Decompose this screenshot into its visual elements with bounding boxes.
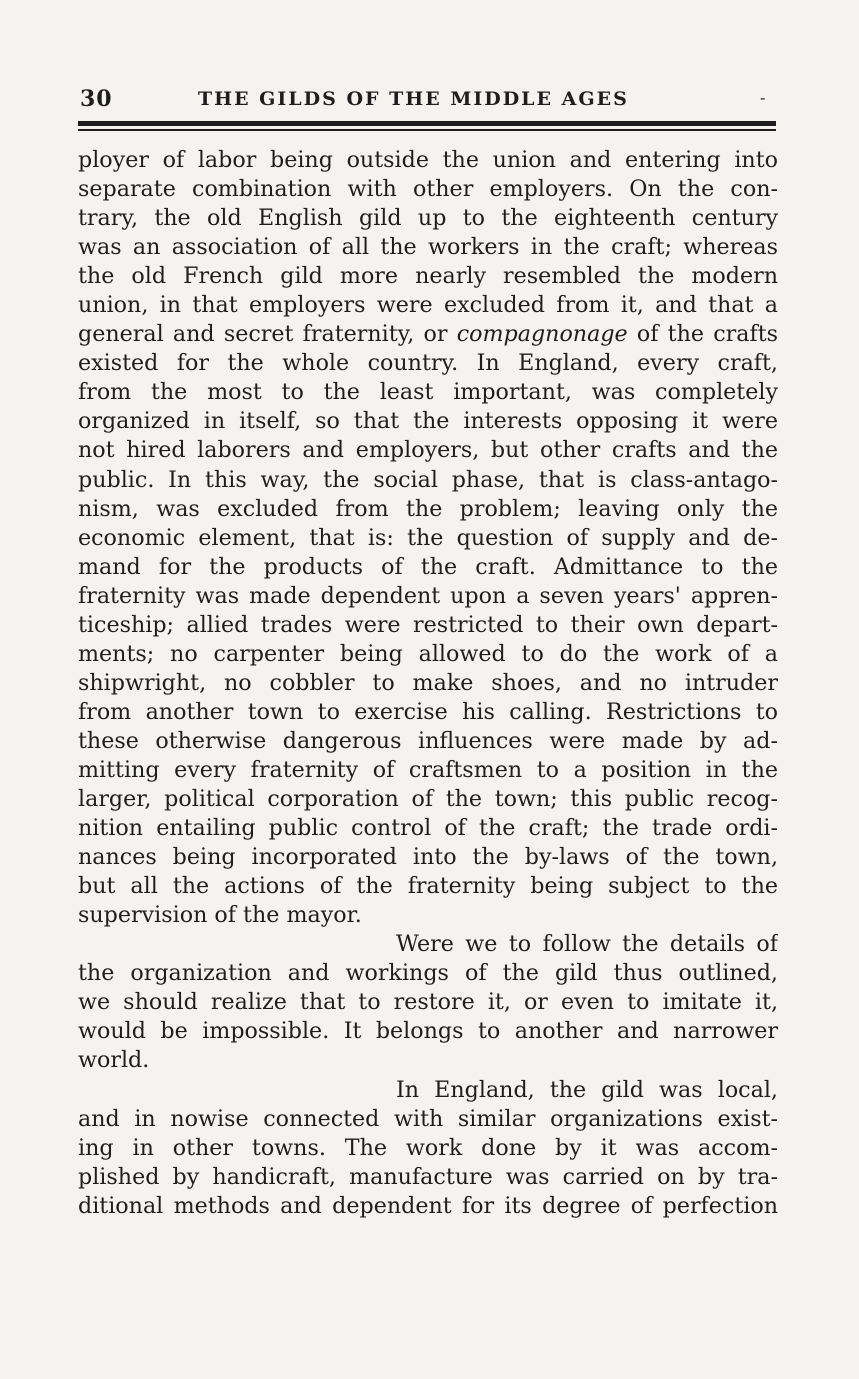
text-line: union, in that employers were excluded from it, and that a xyxy=(78,292,778,319)
text-line: general and secret fraternity, or compagnonage of the crafts xyxy=(78,321,778,348)
header-rule-thin xyxy=(78,129,776,131)
text-line: mitting every fraternity of craftsmen to a position in the xyxy=(78,756,778,783)
text-line: nances being incorporated into the by-laws of the town, xyxy=(78,844,778,871)
text-line: ticeship; allied trades were restricted to their own depart- xyxy=(78,611,778,638)
text-line: ments; no carpenter being allowed to do the work of a xyxy=(78,640,778,667)
header-rule-thick xyxy=(78,121,776,126)
text-line: fraternity was made dependent upon a seven years' appren- xyxy=(78,582,778,609)
text-line: public. In this way, the social phase, that is class-antago- xyxy=(78,466,778,493)
text-line: trary, the old English gild up to the eighteenth century xyxy=(78,205,778,232)
paragraph-end-line: world. xyxy=(78,1047,150,1074)
text-line: ing in other towns. The work done by it was accom- xyxy=(78,1134,778,1161)
text-line: from another town to exercise his calling. Restrictions to xyxy=(78,698,778,725)
text-line: the old French gild more nearly resembled the modern xyxy=(78,263,778,290)
paragraph-end-line: supervision of the mayor. xyxy=(78,902,362,929)
text-line: nition entailing public control of the craft; the trade ordi- xyxy=(78,815,778,842)
text-line: mand for the products of the craft. Admittance to the xyxy=(78,553,778,580)
text-line: but all the actions of the fraternity being subject to the xyxy=(78,873,778,900)
text-line: not hired laborers and employers, but other crafts and the xyxy=(78,437,778,464)
body-text xyxy=(78,146,778,1221)
running-title: THE GILDS OF THE MIDDLE AGES xyxy=(198,88,629,110)
text-line: separate combination with other employers. On the con- xyxy=(78,176,778,203)
text-line: these otherwise dangerous influences were made by ad- xyxy=(78,727,778,754)
text-line: would be impossible. It belongs to another and narrower xyxy=(78,1018,778,1045)
paragraph-start-line: In England, the gild was local, xyxy=(396,1076,778,1103)
text-line: we should realize that to restore it, or even to imitate it, xyxy=(78,989,778,1016)
text-line: was an association of all the workers in the craft; whereas xyxy=(78,234,778,261)
text-line: ditional methods and dependent for its degree of perfection xyxy=(78,1192,778,1219)
page-number: 30 xyxy=(80,86,113,112)
header-mark: - xyxy=(760,88,766,107)
paragraph-start-line: Were we to follow the details of xyxy=(396,931,778,958)
text-line: nism, was excluded from the problem; leaving only the xyxy=(78,495,778,522)
italic-term: compagnonage xyxy=(456,321,628,348)
text-line: the organization and workings of the gild thus outlined, xyxy=(78,960,778,987)
text-line: ployer of labor being outside the union and entering into xyxy=(78,147,778,173)
text-line: shipwright, no cobbler to make shoes, and no intruder xyxy=(78,669,778,696)
running-head xyxy=(80,86,776,116)
text-line: organized in itself, so that the interests opposing it were xyxy=(78,408,778,435)
text-line: plished by handicraft, manufacture was carried on by tra- xyxy=(78,1163,778,1190)
text-line: economic element, that is: the question of supply and de- xyxy=(78,524,778,551)
text-line: and in nowise connected with similar organizations exist- xyxy=(78,1105,778,1132)
text-line: existed for the whole country. In England, every craft, xyxy=(78,350,778,377)
text-line: larger, political corporation of the town; this public recog- xyxy=(78,786,778,813)
text-line: from the most to the least important, was completely xyxy=(78,379,778,406)
